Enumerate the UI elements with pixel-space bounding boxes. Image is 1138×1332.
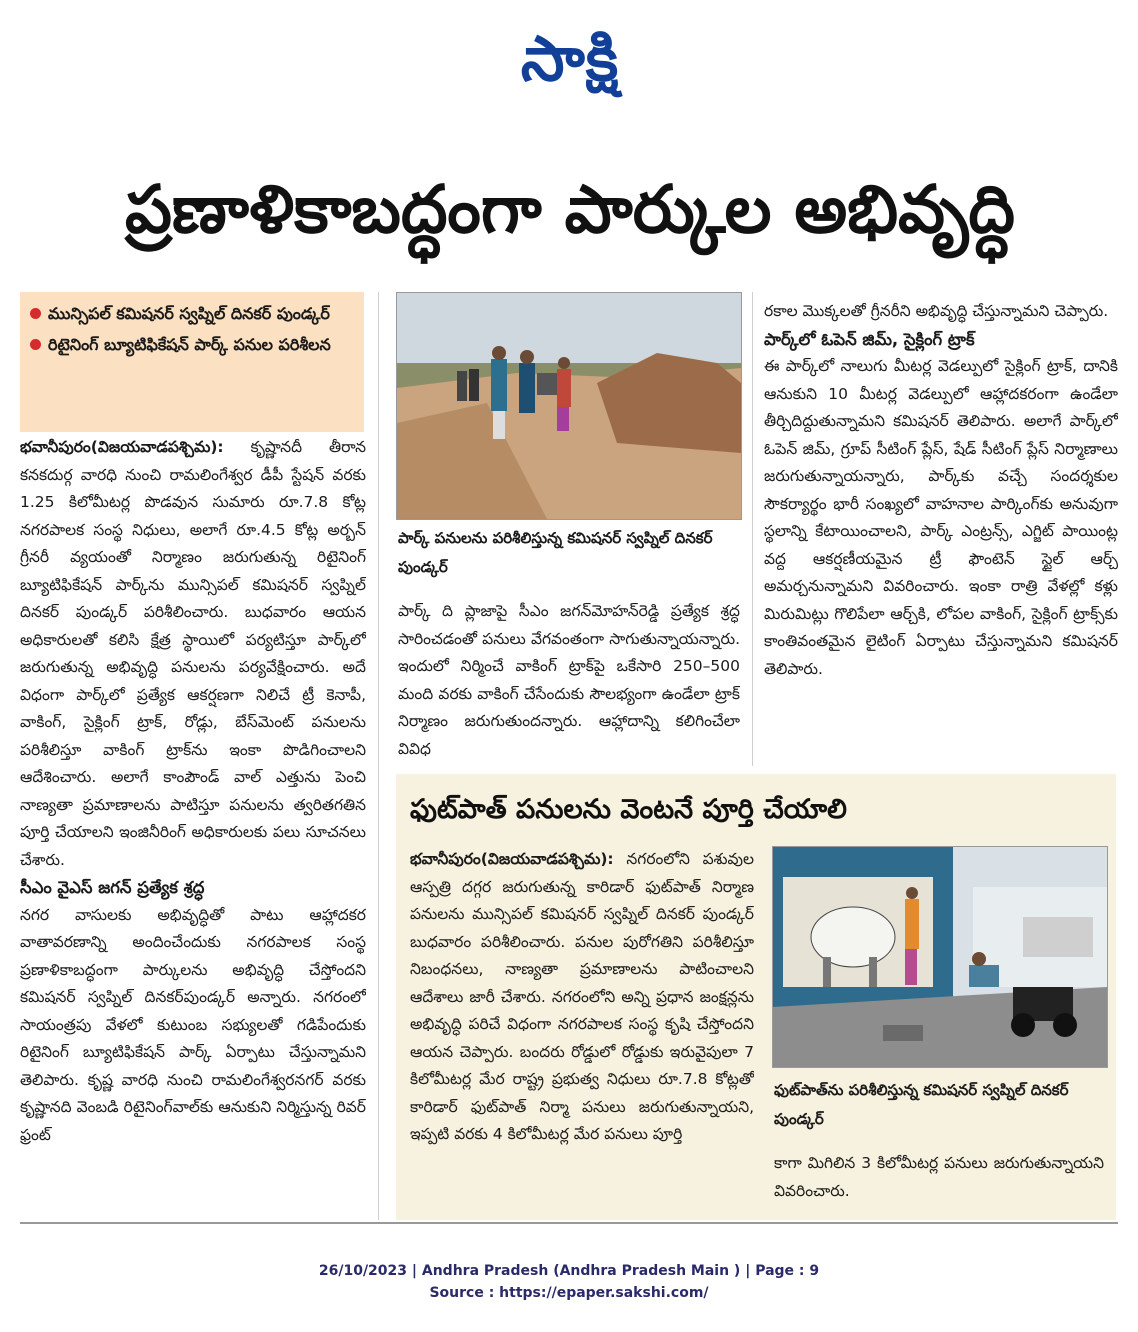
subheading: పార్క్‌లో ఓపెన్ జిమ్, సైక్లింగ్ ట్రాక్: [764, 329, 975, 349]
article-paragraph: కాగా మిగిలిన 3 కిలోమీటర్ల పనులు జరుగుతున్నాయని వివరించారు.: [774, 1154, 1104, 1200]
park-photo-illustration: [397, 293, 741, 519]
article-column-3: [764, 298, 1118, 768]
footer-source-line: Source : https://epaper.sakshi.com/: [429, 1285, 709, 1301]
dateline: భవానీపురం(విజయవాడపశ్చిమ):: [410, 850, 614, 868]
subheading: సీఎం వైఎస్ జగన్ ప్రత్యేక శ్రద్ధ: [20, 878, 205, 897]
bullet-icon: [30, 308, 41, 319]
boxed-story-column-1: [410, 846, 754, 1206]
footpath-inspection-photo: [772, 846, 1108, 1068]
headline: ప్రణాళికాబద్ధంగా పార్కుల అభివృద్ధి: [125, 171, 1015, 248]
highlight-text: మున్సిపల్ కమిషనర్ స్వప్నిల్ దినకర్ పుండ్కర్: [48, 304, 330, 323]
article-paragraph: ఈ పార్క్‌లో నాలుగు మీటర్ల వెడల్పులో సైక్లింగ్ ట్రాక్, దానికి ఆనుకుని 10 మీటర్ల వెడల్పులో ఆహ్లాదకరంగా ఉండేలా తీర్చిదిద్దుతున్నామని కమిషనర్ తెలిపారు. అలాగే పార్క్‌లో ఓపెన్ జిమ్, గ్రూప్ సీటింగ్ ప్లేస్, షేడ్ సీటింగ్ ప్లేస్ నిర్మాణాలు జరుగుతున్నాయన్నారు, పార్క్‌కు వచ్చే సందర్శకుల సౌకర్యార్థం భారీ సంఖ్యలో వాహనాల పార్కింగ్‌కు అనువుగా స్థలాన్ని కేటాయించాలని, పార్క్ ఎంట్రన్స్, ఎగ్జిట్ పాయింట్ల వద్ద ఆకర్షణీయమైన ట్రీ ఫౌంటెన్ స్టైల్ ఆర్చ్ అమర్చనున్నామని వివరించారు. ఇంకా రాత్రి వేళల్లో కళ్లు మిరుమిట్లు గొలిపేలా ఆర్చ్‌కి, లోపల వాకింగ్, సైక్లింగ్ ట్రాక్స్‌కు కాంతివంతమైన లైటింగ్ ఏర్పాటు చేస్తున్నామని కమిషనర్ తెలిపారు.: [764, 357, 1118, 678]
paragraph-text: నగరంలోని పశువుల ఆస్పత్రి దగ్గర జరుగుతున్న కారిడార్ ఫుట్‌పాత్ నిర్మాణ పనులను మున్సిపల్ కమిషనర్ స్వప్నిల్ దినకర్ పుండ్కర్ బుధవారం పరిశీలించారు. పనుల పురోగతిని పరిశీలిస్తూ నిబంధనలు, నాణ్యతా ప్రమాణాలను పాటించాలని ఆదేశాలు జారీ చేశారు. నగరంలోని అన్ని ప్రధాన జంక్షన్లను అభివృద్ధి పరిచే విధంగా నగరపాలక సంస్థ కృషి చేస్తోందని ఆయన చెప్పారు. బందరు రోడ్డులో రోడ్డుకు ఇరువైపులా 7 కిలోమీటర్ల మేర రాష్ట్ర ప్రభుత్వ నిధులు రూ.7.8 కోట్లతో కారిడార్ ఫుట్‌పాత్ నిర్మా పనులు జరుగుతున్నాయని, ఇప్పటి వరకు 4 కిలోమీటర్ల మేర పనులు పూర్తి: [410, 850, 754, 1143]
bullet-icon: [30, 339, 41, 350]
footpath-photo-illustration: [773, 847, 1107, 1067]
bottom-rule: [20, 1222, 1118, 1224]
footer-date-line: 26/10/2023 | Andhra Pradesh (Andhra Pradesh Main ) | Page : 9: [318, 1263, 820, 1279]
dateline: భవానీపురం(విజయవాడపశ్చిమ):: [20, 438, 224, 456]
boxed-story-headline: ఫుట్‌పాత్ పనులను వెంటనే పూర్తి చేయాలి: [410, 794, 847, 825]
highlight-item: [30, 329, 354, 360]
article-paragraph: [20, 434, 366, 874]
boxed-story-column-2: [774, 1150, 1104, 1210]
column-divider: [378, 292, 379, 1220]
park-inspection-photo: [396, 292, 742, 520]
article-column-1: [20, 434, 366, 1218]
sakshi-logo: సాక్షి: [520, 22, 620, 95]
highlights-box: [20, 292, 364, 432]
photo-caption: పార్క్ పనులను పరిశీలిస్తున్న కమిషనర్ స్వప్నిల్ దినకర్ పుండ్కర్: [398, 529, 713, 576]
article-paragraph: రకాల మొక్కలతో గ్రీనరీని అభివృద్ధి చేస్తున్నామని చెప్పారు.: [764, 302, 1109, 320]
article-column-2: [398, 598, 740, 770]
column-divider: [752, 292, 753, 766]
highlight-item: [30, 298, 354, 329]
highlight-text: రిటైనింగ్ బ్యూటిఫికేషన్ పార్క్ పనుల పరిశీలన: [48, 335, 331, 354]
article-paragraph: నగర వాసులకు అభివృద్ధితో పాటు ఆహ్లాదకర వాతావరణాన్ని అందించేందుకు నగరపాలక సంస్థ ప్రణాళికాబద్ధంగా పార్కులను అభివృద్ధి చేస్తోందని కమిషనర్ స్వప్నిల్ దినకర్‌పుండ్కర్ అన్నారు. నగరంలో సాయంత్రపు వేళలో కుటుంబ సభ్యులతో గడిపేందుకు రిటైనింగ్ బ్యూటిఫికేషన్ పార్క్ ఏర్పాటు చేస్తున్నామని తెలిపారు. కృష్ణ వారధి నుంచి రామలింగేశ్వరనగర్ వరకు కృష్ణానది వెంబడి రిటైనింగ్‌వాల్‌కు ఆనుకుని నిర్మిస్తున్న రివర్ ఫ్రంట్: [20, 905, 366, 1144]
article-paragraph: పార్క్ ది ప్లాజాపై సీఎం జగన్‌మోహన్‌రెడ్డి ప్రత్యేక శ్రద్ధ సారించడంతో పనులు వేగవంతంగా సాగుతున్నాయన్నారు. ఇందులో నిర్మించే వాకింగ్ ట్రాక్‌పై ఒకేసారి 250–500 మంది వరకు వాకింగ్ చేసేందుకు సౌలభ్యంగా ఉండేలా ట్రాక్ నిర్మాణం జరుగుతుందన్నారు. ఆహ్లాదాన్ని కలిగించేలా వివిధ: [398, 602, 740, 758]
paragraph-text: కృష్ణానదీ తీరాన కనకదుర్గ వారధి నుంచి రామలింగేశ్వర డీపీ స్టేషన్ వరకు 1.25 కిలోమీటర్ల పొడవున సుమారు రూ.7.8 కోట్ల నగరపాలక సంస్థ నిధులు, అలాగే రూ.4.5 కోట్ల అర్బన్ గ్రీనరీ వ్యయంతో నిర్మాణం జరుగుతున్న రిటైనింగ్ బ్యూటిఫికేషన్ పార్క్‌ను మున్సిపల్ కమిషనర్ స్వప్నిల్ దినకర్ పుండ్కర్ పరిశీలించారు. బుధవారం ఆయన అధికారులతో కలిసి క్షేత్ర స్థాయిలో పర్యటిస్తూ పార్క్‌లో జరుగుతున్న అభివృద్ధి పనులను పర్యవేక్షించారు. అదే విధంగా పార్క్‌లో ప్రత్యేక ఆకర్షణగా నిలిచే ట్రీ కెనాపీ, వాకింగ్, సైక్లింగ్ ట్రాక్, రోడ్లు, బేస్‌మెంట్ పనులను పరిశీలిస్తూ వాకింగ్ ట్రాక్‌ను ఇంకా పొడిగించాలని ఆదేశించారు. అలాగే కాంపౌండ్ వాల్ ఎత్తును పెంచి నాణ్యతా ప్రమాణాలను పాటిస్తూ పనులను త్వరితగతిన పూర్తి చేయాలని ఇంజినీరింగ్ అధికారులకు పలు సూచనలు చేశారు.: [20, 438, 366, 869]
article-paragraph: [410, 846, 754, 1149]
photo-caption: ఫుట్‌పాత్‌ను పరిశీలిస్తున్న కమిషనర్ స్వప్నిల్ దినకర్ పుండ్కర్: [774, 1081, 1069, 1128]
